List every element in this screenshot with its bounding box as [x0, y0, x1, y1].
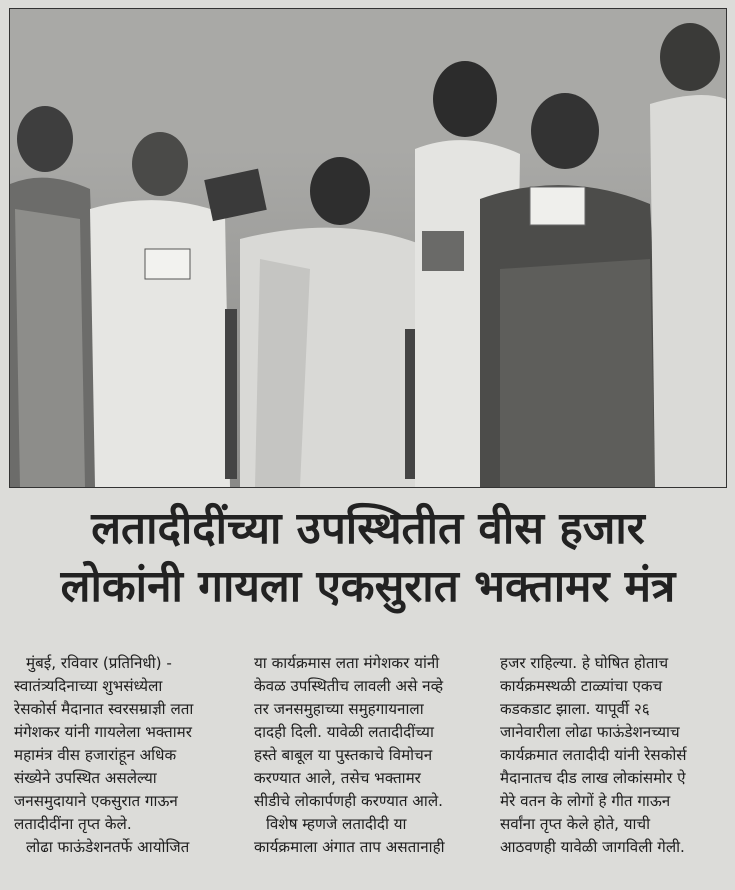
article-line: लोढा फाऊंडेशनतर्फे आयोजित — [26, 838, 190, 856]
article-line: मुंबई, रविवार (प्रतिनिधी) - — [26, 654, 172, 672]
article-line: कार्यक्रमस्थळी टाळ्यांचा एकच — [500, 677, 663, 695]
article-line: कार्यक्रमात लतादीदी यांनी रेसकोर्स — [500, 746, 687, 764]
article-line: करण्यात आले, तसेच भक्तामर — [254, 769, 421, 787]
article-line: सर्वांना तृप्त केले होते, याची — [500, 815, 651, 833]
article-line: तर जनसमुहाच्या समुहगायनाला — [254, 700, 424, 718]
article-line: महामंत्र वीस हजारांहून अधिक — [14, 746, 177, 764]
news-photo-illustration — [10, 9, 726, 487]
article-line: स्वातंत्र्यदिनाच्या शुभसंध्येला — [14, 677, 163, 695]
article-column-3 — [500, 652, 725, 859]
news-photo — [9, 8, 727, 488]
article-line: मेरे वतन के लोगों हे गीत गाऊन — [500, 792, 671, 810]
article-line: संख्येने उपस्थित असलेल्या — [14, 769, 157, 787]
article-line: सीडीचे लोकार्पणही करण्यात आले. — [254, 792, 443, 810]
article-body — [14, 652, 724, 882]
article-column-2 — [254, 652, 489, 859]
article-line: विशेष म्हणजे लतादीदी या — [266, 815, 407, 833]
article-line: या कार्यक्रमास लता मंगेशकर यांनी — [254, 654, 440, 672]
article-line: कडकडाट झाला. यापूर्वी २६ — [500, 700, 650, 718]
article-line: जानेवारीला लोढा फाऊंडेशनच्याच — [500, 723, 680, 741]
article-line: रेसकोर्स मैदानात स्वरसम्राज्ञी लता — [14, 700, 194, 718]
article-line: जनसमुदायाने एकसुरात गाऊन — [14, 792, 178, 810]
article-line: केवळ उपस्थितीच लावली असे नव्हे — [254, 677, 444, 695]
article-line: हजर राहिल्या. हे घोषित होताच — [500, 654, 669, 672]
headline-line-2: लोकांनी गायला एकसुरात भक्तामर मंत्र — [60, 561, 676, 612]
headline-line-1: लतादीदींच्या उपस्थितीत वीस हजार — [91, 503, 645, 554]
article-line: दादही दिली. यावेळी लतादीदींच्या — [254, 723, 434, 741]
article-line: लतादीदींना तृप्त केले. — [14, 815, 132, 833]
headline — [10, 500, 726, 616]
article-column-1 — [14, 652, 244, 859]
article-line: आठवणही यावेळी जागविली गेली. — [500, 838, 685, 856]
article-line: मंगेशकर यांनी गायलेला भक्तामर — [14, 723, 192, 741]
article-line: मैदानातच दीड लाख लोकांसमोर ऐ — [500, 769, 686, 787]
article-line: हस्ते बाबूल या पुस्तकाचे विमोचन — [254, 746, 433, 764]
article-line: कार्यक्रमाला अंगात ताप असतानाही — [254, 838, 445, 856]
